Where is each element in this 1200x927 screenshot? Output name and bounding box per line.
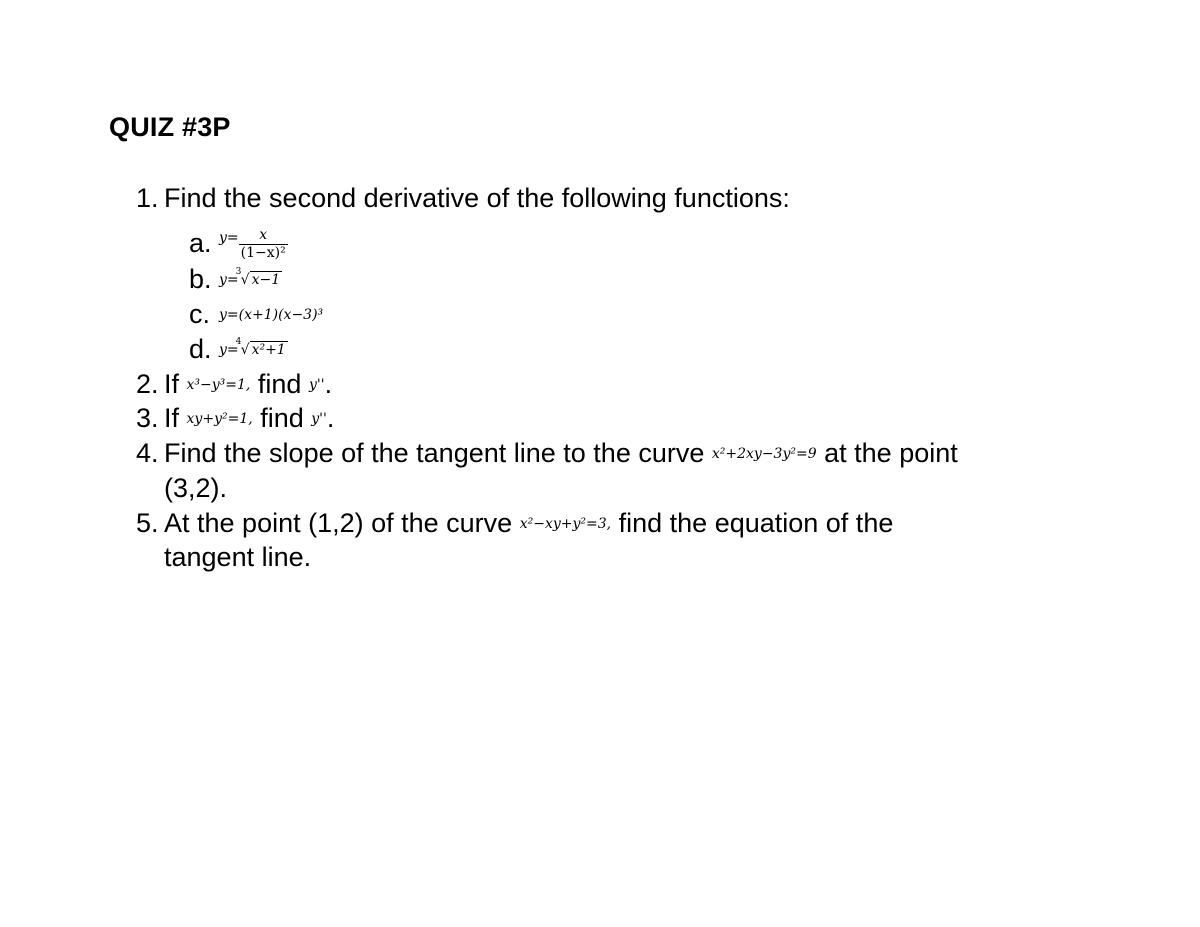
page-title: QUIZ #3P: [109, 112, 231, 142]
question-5-continuation: [164, 541, 311, 573]
radical-index: 3: [235, 267, 242, 277]
question-3: [136, 402, 334, 435]
math-expression: y=(x+1)(x−3)³: [219, 307, 324, 323]
question-number: 2.: [136, 369, 159, 399]
sub-label: b.: [189, 264, 212, 294]
question-end: .: [326, 403, 335, 433]
question-mid: find: [260, 403, 304, 433]
question-number: 5.: [136, 508, 159, 538]
fraction-denominator: (1−x)²: [240, 245, 286, 262]
question-1d: [189, 333, 288, 366]
question-5: [136, 507, 893, 540]
question-line2: tangent line.: [164, 542, 312, 572]
question-mid: find: [257, 369, 302, 399]
question-tail: find the equation of the: [618, 508, 894, 538]
math-expression: x³−y³=1,: [186, 377, 251, 393]
question-end: .: [324, 369, 333, 399]
radicand: x−1: [251, 272, 281, 288]
question-line2: (3,2).: [164, 473, 228, 503]
question-4: [136, 437, 958, 470]
math-prefix: y=: [219, 272, 239, 288]
math-expression: [219, 337, 288, 358]
sub-label: c.: [189, 299, 211, 329]
question-text: Find the second derivative of the following functions:: [164, 183, 790, 213]
radical-index: 4: [235, 337, 242, 347]
question-tail: at the point: [824, 438, 958, 468]
question-4-continuation: [164, 472, 227, 504]
math-expression: xy+y²=1,: [186, 411, 253, 427]
radicand: x²+1: [251, 342, 286, 358]
question-2: [136, 368, 332, 401]
question-number: 3.: [136, 403, 159, 433]
question-1b: [189, 263, 282, 296]
question-lead: If: [164, 403, 180, 433]
question-lead: If: [164, 369, 180, 399]
sub-label: a.: [189, 228, 212, 258]
math-expression: [219, 267, 282, 288]
question-lead: Find the slope of the tangent line to the curve: [164, 438, 705, 468]
math-expression: x²+2xy−3y²=9: [711, 446, 817, 462]
sub-label: d.: [189, 334, 212, 364]
math-y-equals: y=: [219, 230, 239, 246]
question-lead: At the point (1,2) of the curve: [164, 508, 513, 538]
math-expression: x²−xy+y²=3,: [519, 516, 612, 532]
question-1c: [189, 298, 323, 331]
radical: 4 √ x²+1: [239, 334, 288, 366]
radical: 3 √ x−1: [239, 264, 282, 296]
math-target: y'': [308, 377, 325, 393]
question-1: [136, 182, 790, 214]
fraction: [239, 227, 288, 262]
math-target: y'': [311, 411, 327, 427]
question-number: 1.: [136, 183, 159, 213]
question-number: 4.: [136, 438, 159, 468]
math-prefix: y=: [219, 342, 239, 358]
fraction-numerator: x: [239, 227, 288, 245]
